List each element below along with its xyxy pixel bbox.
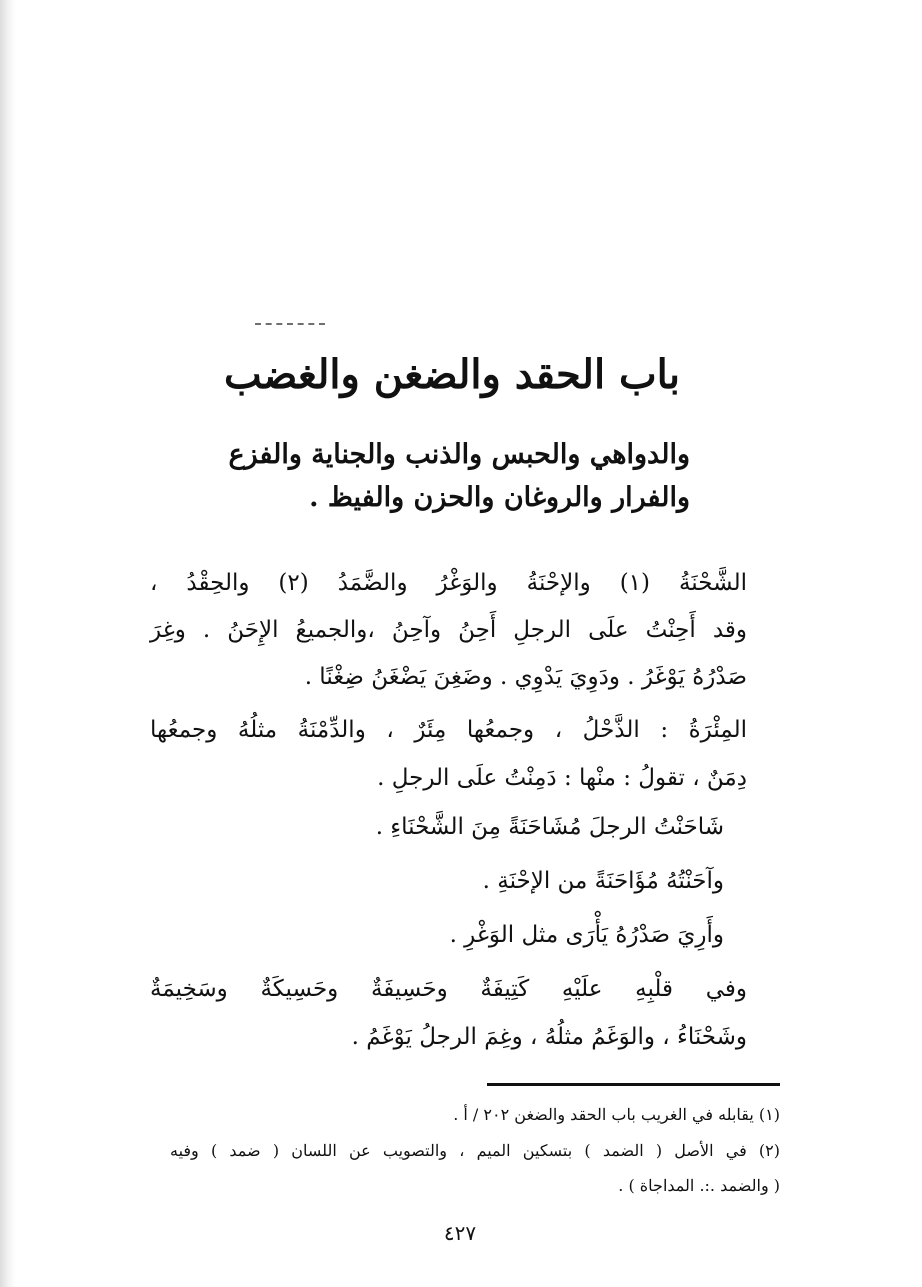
footnote-separator bbox=[487, 1083, 780, 1086]
body-line-4: المِئْرَةُ : الذَّحْلُ ، وجمعُها مِئَرٌ ، والدِّمْنَةُ مثلُهُ وجمعُها bbox=[150, 717, 747, 743]
subtitle-line-1: والدواهي والحبس والذنب والجناية والفزع bbox=[228, 439, 690, 470]
body-line-5: دِمَنٌ ، تقولُ : منْها : دَمِنْتُ علَى الرجلِ . bbox=[377, 765, 747, 791]
footnote-2: (٢) في الأصل ( الضمد ) بتسكين الميم ، والتصويب عن اللسان ( ضمد ) وفيه bbox=[170, 1141, 780, 1160]
page-number: ٤٢٧ bbox=[443, 1221, 477, 1245]
header-ornament bbox=[255, 323, 325, 325]
body-line-1: الشَّحْنَةُ (١) والإحْنَةُ والوَغْرُ والضَّمَدُ (٢) والحِقْدُ ، bbox=[150, 570, 748, 596]
footnote-1: (١) يقابله في الغريب باب الحقد والضغن ٢٠٢ / أ . bbox=[453, 1105, 780, 1124]
chapter-title: باب الحقد والضغن والغضب bbox=[223, 351, 680, 398]
body-line-6: شَاحَنْتُ الرجلَ مُشَاحَنَةً مِنَ الشَّحْنَاءِ . bbox=[375, 814, 724, 840]
body-line-2: وقد أَحِنْتُ علَى الرجلِ أَحِنُ وآحِنُ ،والجميعُ الإِحَنُ . وغِرَ bbox=[150, 617, 747, 643]
body-line-10: وشَحْنَاءُ ، والوَغَمُ مثلُهُ ، وغِمَ الرجلُ يَوْغَمُ . bbox=[351, 1024, 747, 1050]
footnote-2-continued: ( والضمد .:. المداجاة ) . bbox=[618, 1176, 780, 1195]
body-line-3: صَدْرُهُ يَوْغَرُ . ودَوِيَ يَدْوِي . وضَغِنَ يَضْغَنُ ضِغْنًا . bbox=[304, 664, 747, 690]
page-edge-shadow bbox=[0, 0, 16, 1287]
body-line-7: وآحَنْتُهُ مُؤَاحَنَةً من الإحْنَةِ . bbox=[482, 868, 724, 894]
subtitle-line-2: والفرار والروغان والحزن والفيظ . bbox=[309, 482, 690, 513]
body-line-8: وأَرِيَ صَدْرُهُ يَأْرَى مثل الوَغْرِ . bbox=[449, 922, 724, 948]
body-line-9: وفي قلْبِهِ علَيْهِ كَتِيفَةٌ وحَسِيفَةٌ وحَسِيكَةٌ وسَخِيمَةٌ bbox=[150, 976, 747, 1002]
